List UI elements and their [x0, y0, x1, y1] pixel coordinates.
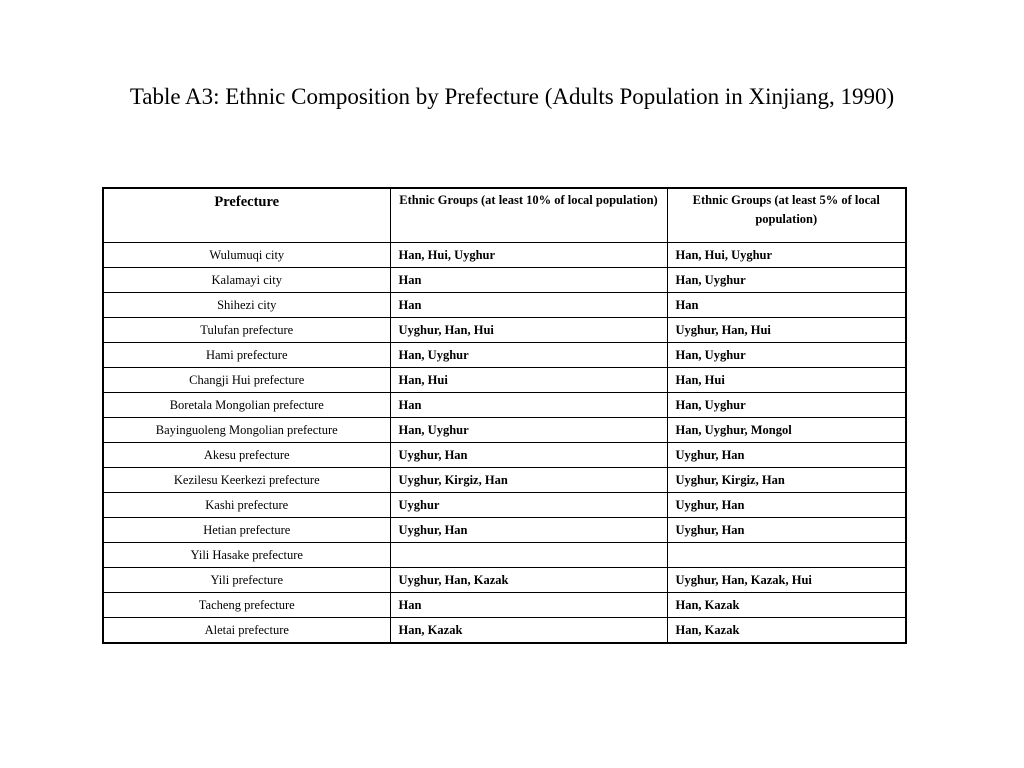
cell-groups-10-percent: Uyghur, Han, Hui — [390, 318, 667, 343]
cell-groups-10-percent: Han — [390, 268, 667, 293]
cell-prefecture: Kalamayi city — [103, 268, 390, 293]
cell-prefecture: Bayinguoleng Mongolian prefecture — [103, 418, 390, 443]
table-row — [103, 468, 906, 493]
cell-prefecture: Changji Hui prefecture — [103, 368, 390, 393]
cell-groups-5-percent: Han, Hui, Uyghur — [667, 243, 906, 268]
header-prefecture: Prefecture — [103, 188, 390, 243]
cell-prefecture: Yili Hasake prefecture — [103, 543, 390, 568]
header-row — [103, 188, 906, 243]
cell-groups-5-percent: Uyghur, Han, Hui — [667, 318, 906, 343]
header-groups-10-percent: Ethnic Groups (at least 10% of local population) — [390, 188, 667, 243]
table-row — [103, 618, 906, 644]
table-row — [103, 393, 906, 418]
cell-groups-10-percent: Uyghur, Han — [390, 443, 667, 468]
ethnic-composition-table — [102, 187, 907, 644]
cell-groups-5-percent: Han, Uyghur — [667, 268, 906, 293]
cell-groups-5-percent: Uyghur, Han, Kazak, Hui — [667, 568, 906, 593]
cell-groups-10-percent: Uyghur, Han — [390, 518, 667, 543]
table-row — [103, 493, 906, 518]
cell-groups-5-percent: Han, Hui — [667, 368, 906, 393]
cell-groups-10-percent: Han, Kazak — [390, 618, 667, 644]
table-row — [103, 243, 906, 268]
cell-prefecture: Yili prefecture — [103, 568, 390, 593]
cell-groups-10-percent: Uyghur, Han, Kazak — [390, 568, 667, 593]
cell-prefecture: Kezilesu Keerkezi prefecture — [103, 468, 390, 493]
cell-groups-5-percent: Han, Uyghur — [667, 343, 906, 368]
table-row — [103, 418, 906, 443]
table-row — [103, 518, 906, 543]
table-body — [103, 243, 906, 644]
cell-prefecture: Hami prefecture — [103, 343, 390, 368]
cell-prefecture: Hetian prefecture — [103, 518, 390, 543]
table-row — [103, 543, 906, 568]
cell-prefecture: Kashi prefecture — [103, 493, 390, 518]
table-row — [103, 293, 906, 318]
cell-prefecture: Tacheng prefecture — [103, 593, 390, 618]
table-row — [103, 443, 906, 468]
cell-groups-10-percent: Han, Hui, Uyghur — [390, 243, 667, 268]
table-row — [103, 268, 906, 293]
cell-groups-10-percent: Han — [390, 593, 667, 618]
cell-prefecture: Tulufan prefecture — [103, 318, 390, 343]
cell-groups-5-percent: Han, Kazak — [667, 618, 906, 644]
page-title: Table A3: Ethnic Composition by Prefecture (Adults Population in Xinjiang, 1990) — [129, 84, 895, 109]
cell-groups-5-percent: Han, Uyghur — [667, 393, 906, 418]
cell-groups-5-percent: Han, Kazak — [667, 593, 906, 618]
cell-groups-5-percent: Uyghur, Han — [667, 493, 906, 518]
table-row — [103, 568, 906, 593]
cell-prefecture: Shihezi city — [103, 293, 390, 318]
cell-groups-10-percent: Han, Uyghur — [390, 418, 667, 443]
cell-groups-5-percent: Uyghur, Kirgiz, Han — [667, 468, 906, 493]
cell-groups-10-percent: Han, Uyghur — [390, 343, 667, 368]
cell-groups-5-percent: Uyghur, Han — [667, 443, 906, 468]
cell-prefecture: Wulumuqi city — [103, 243, 390, 268]
table-header — [103, 188, 906, 243]
cell-groups-10-percent — [390, 543, 667, 568]
cell-groups-10-percent: Uyghur — [390, 493, 667, 518]
table-row — [103, 368, 906, 393]
cell-prefecture: Boretala Mongolian prefecture — [103, 393, 390, 418]
cell-groups-10-percent: Han, Hui — [390, 368, 667, 393]
table-row — [103, 593, 906, 618]
cell-groups-5-percent: Han — [667, 293, 906, 318]
table-row — [103, 343, 906, 368]
cell-groups-5-percent: Uyghur, Han — [667, 518, 906, 543]
header-groups-5-percent: Ethnic Groups (at least 5% of local population) — [667, 188, 906, 243]
cell-groups-10-percent: Uyghur, Kirgiz, Han — [390, 468, 667, 493]
cell-prefecture: Aletai prefecture — [103, 618, 390, 644]
cell-groups-5-percent — [667, 543, 906, 568]
cell-prefecture: Akesu prefecture — [103, 443, 390, 468]
table-row — [103, 318, 906, 343]
cell-groups-5-percent: Han, Uyghur, Mongol — [667, 418, 906, 443]
cell-groups-10-percent: Han — [390, 393, 667, 418]
cell-groups-10-percent: Han — [390, 293, 667, 318]
